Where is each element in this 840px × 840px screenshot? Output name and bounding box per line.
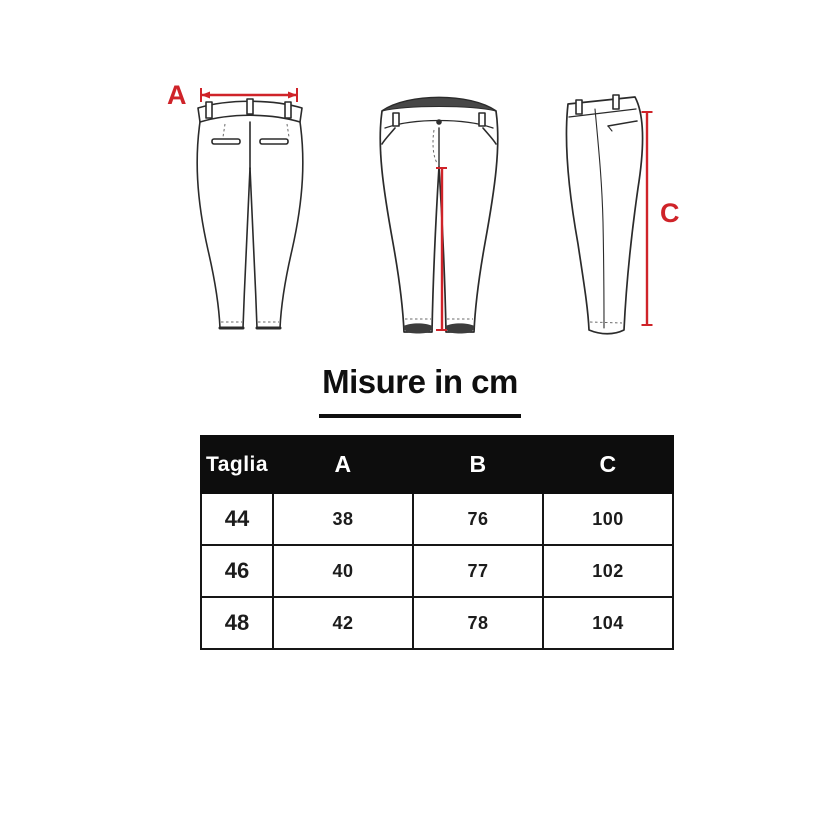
cell-c: 100 bbox=[543, 493, 673, 545]
size-table-header-taglia: Taglia bbox=[201, 436, 273, 493]
size-table-header-a: A bbox=[273, 436, 413, 493]
size-table-header-b: B bbox=[413, 436, 543, 493]
table-row bbox=[201, 597, 673, 649]
cell-b: 77 bbox=[413, 545, 543, 597]
pants-side-drawing bbox=[566, 95, 642, 334]
measure-label-c: C bbox=[660, 198, 680, 228]
table-row bbox=[201, 545, 673, 597]
measure-label-a: A bbox=[167, 80, 187, 110]
size-table-header-c: C bbox=[543, 436, 673, 493]
cell-taglia: 44 bbox=[201, 493, 273, 545]
pants-side-view bbox=[556, 92, 660, 338]
cell-taglia: 48 bbox=[201, 597, 273, 649]
cell-a: 40 bbox=[273, 545, 413, 597]
cell-a: 38 bbox=[273, 493, 413, 545]
title-block bbox=[0, 363, 840, 418]
cell-c: 104 bbox=[543, 597, 673, 649]
cell-c: 102 bbox=[543, 545, 673, 597]
cell-a: 42 bbox=[273, 597, 413, 649]
cell-b: 78 bbox=[413, 597, 543, 649]
pants-back-drawing bbox=[197, 99, 303, 328]
cell-taglia: 46 bbox=[201, 545, 273, 597]
pants-front-view bbox=[376, 88, 502, 338]
pants-back-view bbox=[188, 82, 312, 338]
cell-b: 76 bbox=[413, 493, 543, 545]
size-table-header-row bbox=[201, 436, 673, 493]
table-row bbox=[201, 493, 673, 545]
pants-front-drawing bbox=[380, 98, 498, 334]
size-table bbox=[200, 435, 674, 650]
page-title: Misure in cm bbox=[322, 363, 518, 400]
title-underline bbox=[319, 414, 521, 418]
